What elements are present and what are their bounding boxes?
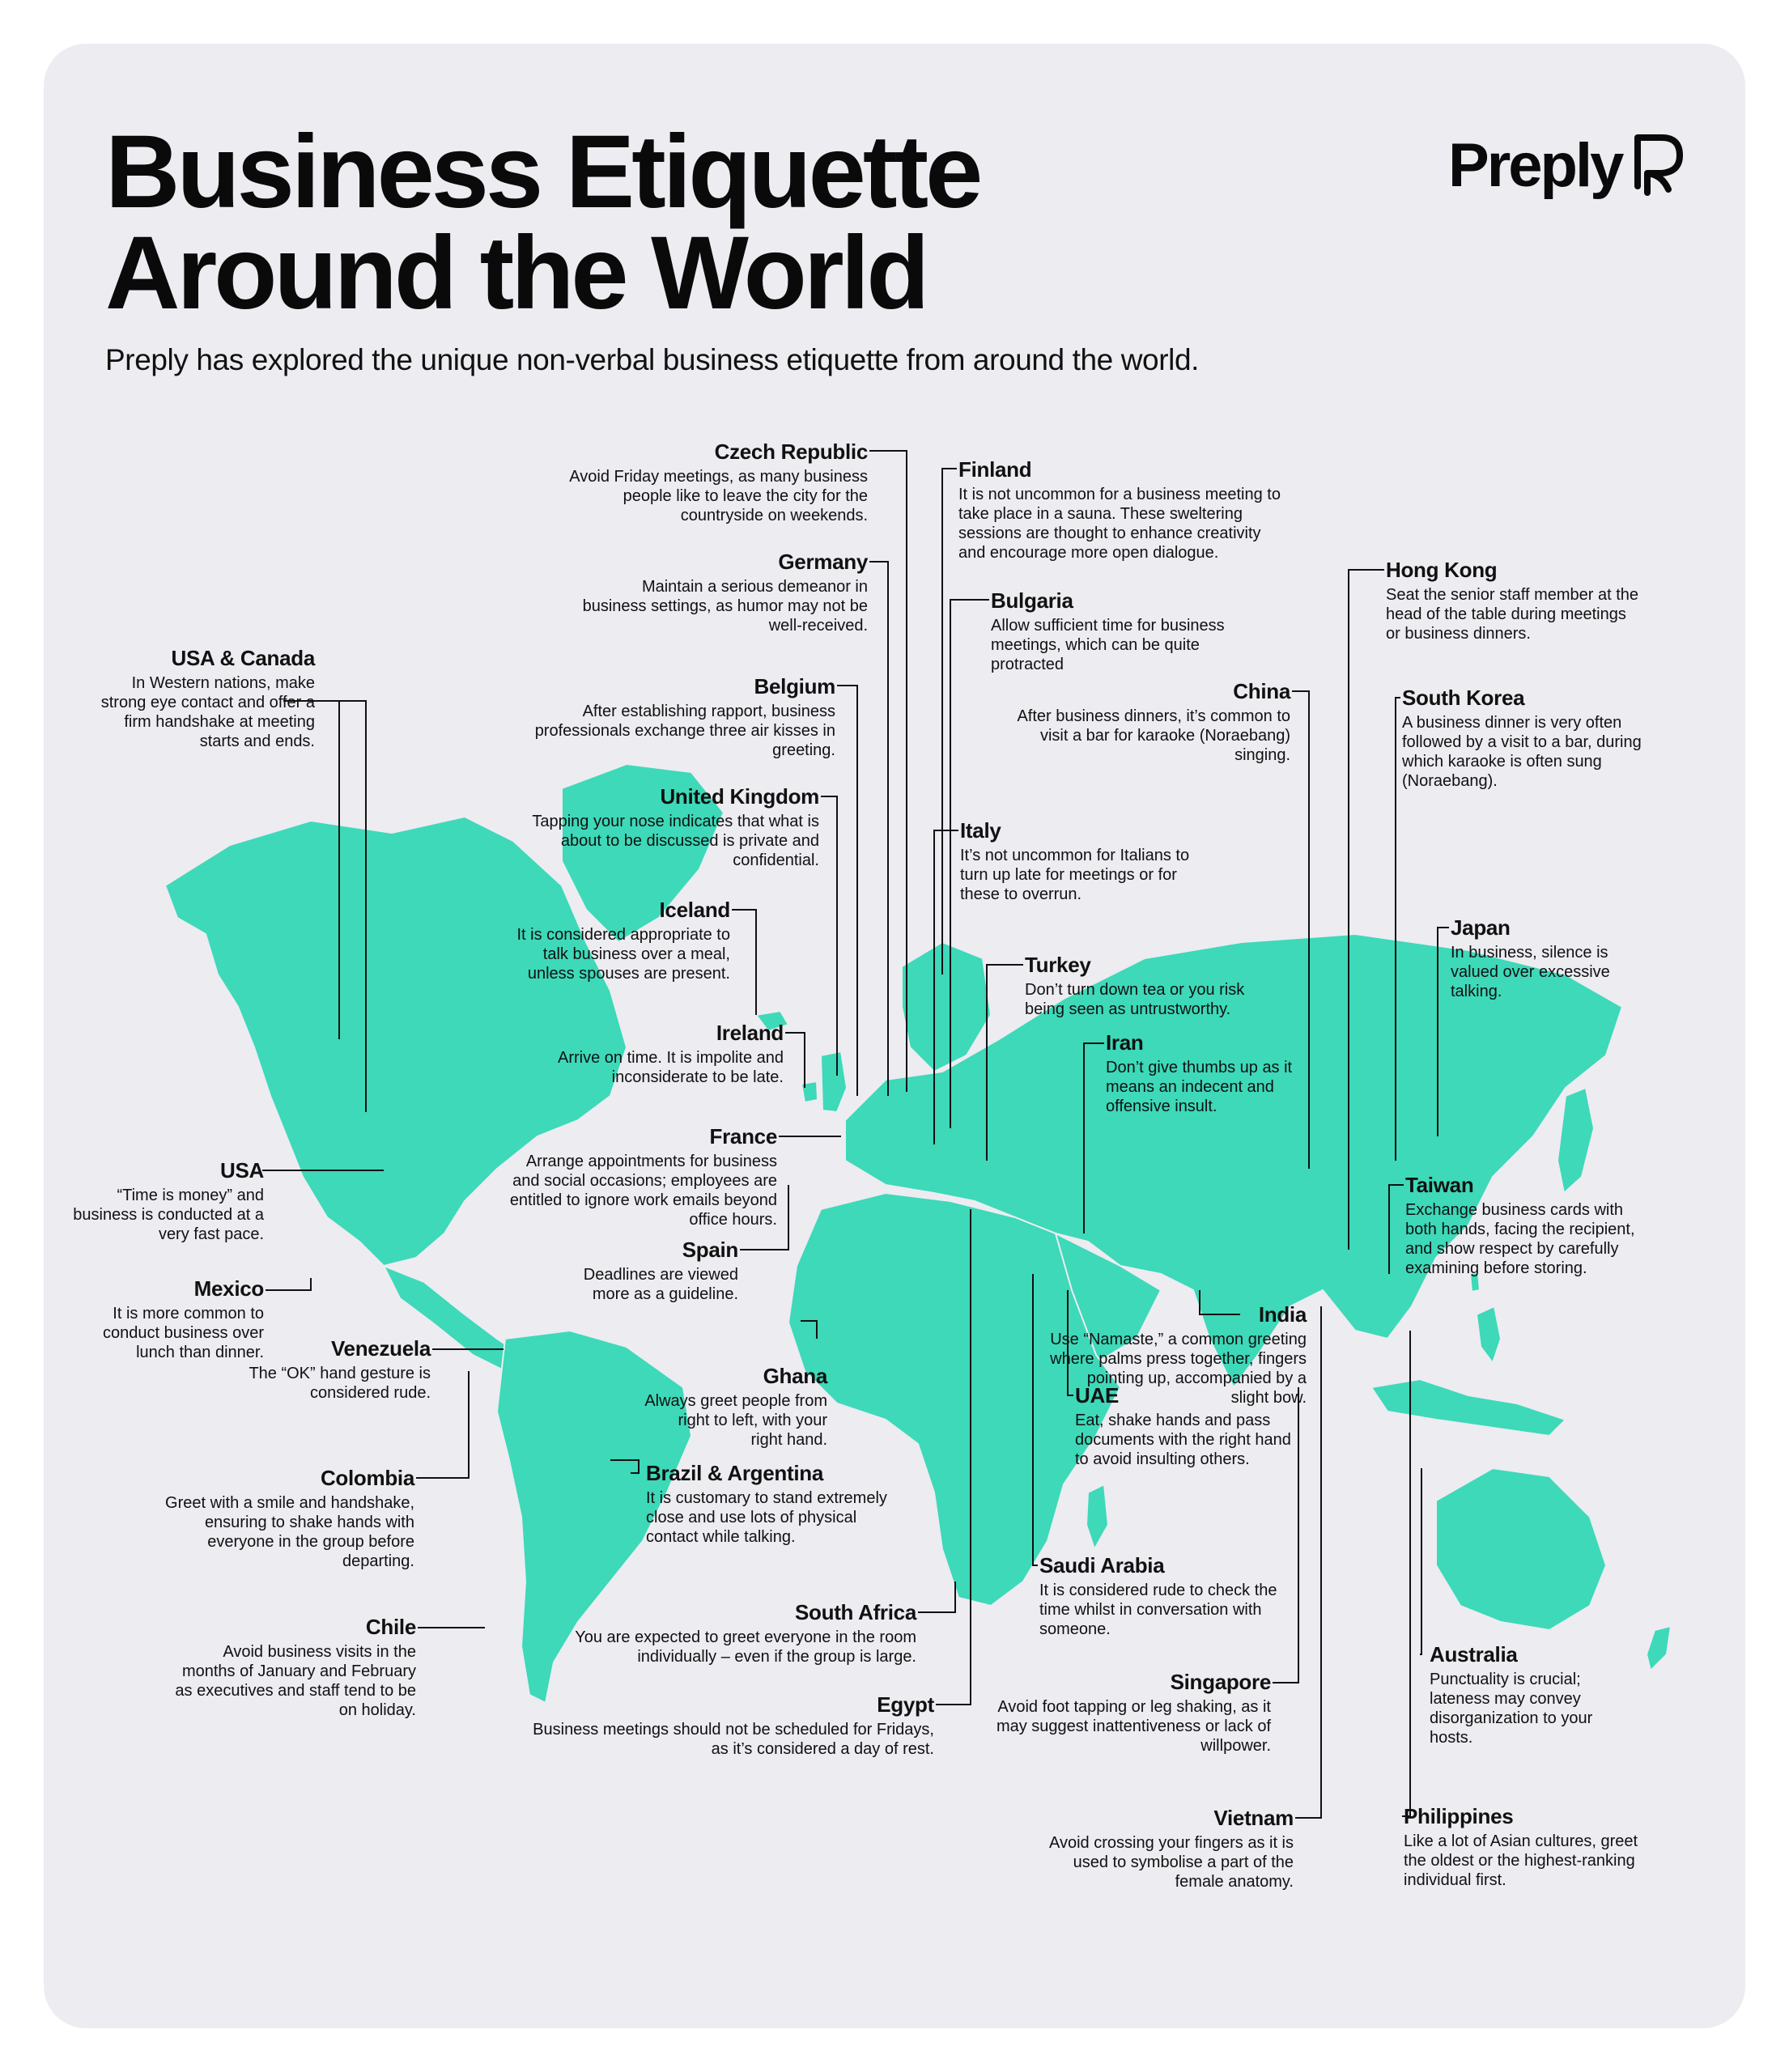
country-tip: Eat, shake hands and pass documents with the right hand to avoid insulting others. bbox=[1075, 1411, 1291, 1468]
leader-mexico bbox=[266, 1278, 311, 1290]
country-tip: You are expected to greet everyone in the room individually – even if the group is large. bbox=[575, 1628, 916, 1666]
leader-belgium bbox=[837, 686, 857, 1096]
country-tip: “Time is money” and business is conducted at a very fast pace. bbox=[73, 1186, 264, 1243]
annotation-spain bbox=[546, 1238, 738, 1304]
country-name: Mexico bbox=[193, 1276, 264, 1301]
country-name: Belgium bbox=[754, 674, 835, 698]
annotation-usa-canada bbox=[92, 647, 315, 751]
country-tip: Like a lot of Asian cultures, greet the oldest or the highest-ranking individual first. bbox=[1404, 1832, 1638, 1889]
country-name: United Kingdom bbox=[660, 784, 819, 809]
country-name: China bbox=[1233, 679, 1290, 703]
country-tip: Business meetings should not be scheduled for Fridays, as it’s considered a day of rest. bbox=[533, 1720, 934, 1758]
country-name: Turkey bbox=[1025, 953, 1091, 977]
annotation-germany bbox=[578, 550, 868, 635]
uk-shape bbox=[821, 1051, 847, 1112]
country-tip: It is considered rude to check the time whilst in conversation with someone. bbox=[1039, 1581, 1277, 1638]
country-name: USA & Canada bbox=[171, 646, 315, 670]
country-tip: After establishing rapport, business professionals exchange three air kisses in greeting. bbox=[534, 702, 835, 759]
logo-wordmark: Preply bbox=[1448, 130, 1622, 200]
country-name: Brazil & Argentina bbox=[646, 1461, 824, 1485]
annotation-chile bbox=[173, 1616, 416, 1720]
country-name: Taiwan bbox=[1405, 1173, 1474, 1197]
annotation-japan bbox=[1451, 916, 1613, 1001]
leader-germany bbox=[869, 562, 888, 1096]
country-tip: It is customary to stand extremely close and use lots of physical contact while talking. bbox=[646, 1488, 887, 1546]
indonesia-shape bbox=[1371, 1379, 1566, 1436]
annotation-belgium bbox=[529, 675, 835, 760]
country-tip: Punctuality is crucial; lateness may convey disorganization to your hosts. bbox=[1430, 1670, 1593, 1747]
country-name: Colombia bbox=[320, 1466, 414, 1490]
annotation-usa bbox=[60, 1159, 264, 1244]
country-name: Iran bbox=[1106, 1030, 1144, 1055]
country-name: Chile bbox=[365, 1615, 416, 1639]
annotation-hong-kong bbox=[1386, 558, 1645, 643]
annotation-ireland bbox=[538, 1021, 784, 1087]
country-name: Philippines bbox=[1404, 1804, 1514, 1828]
new-zealand-shape bbox=[1647, 1626, 1671, 1671]
country-name: Saudi Arabia bbox=[1039, 1553, 1165, 1577]
country-name: Spain bbox=[682, 1238, 738, 1262]
annotation-egypt bbox=[529, 1693, 934, 1759]
leader-ireland bbox=[785, 1033, 805, 1088]
country-tip: Greet with a smile and handshake, ensuring to shake hands with everyone in the group before departing. bbox=[165, 1493, 414, 1570]
country-name: Bulgaria bbox=[991, 588, 1073, 613]
country-tip: Avoid Friday meetings, as many business people like to leave the city for the countryside on weekends. bbox=[569, 467, 868, 524]
annotation-australia bbox=[1430, 1643, 1624, 1747]
annotation-italy bbox=[960, 819, 1203, 904]
madagascar-shape bbox=[1086, 1484, 1108, 1549]
leader-south-africa bbox=[918, 1582, 955, 1612]
annotation-brazil-argentina bbox=[646, 1462, 889, 1547]
country-tip: The “OK” hand gesture is considered rude. bbox=[249, 1364, 431, 1402]
annotation-saudi-arabia bbox=[1039, 1554, 1282, 1639]
country-tip: Deadlines are viewed more as a guideline. bbox=[583, 1265, 738, 1303]
annotation-czech-republic bbox=[562, 440, 868, 525]
annotation-turkey bbox=[1025, 953, 1268, 1019]
title-line-2: Around the World bbox=[105, 215, 927, 332]
country-tip: Avoid business visits in the months of January and February as executives and staff tend to be on holiday. bbox=[175, 1642, 416, 1719]
country-name: UAE bbox=[1075, 1383, 1119, 1408]
country-name: Hong Kong bbox=[1386, 558, 1498, 582]
leader-uk bbox=[821, 796, 837, 1076]
annotation-china bbox=[1015, 680, 1290, 765]
annotation-vietnam bbox=[1031, 1807, 1294, 1892]
annotation-uae bbox=[1075, 1384, 1302, 1469]
country-name: Finland bbox=[958, 457, 1032, 482]
country-name: South Korea bbox=[1402, 686, 1525, 710]
country-tip: Allow sufficient time for business meetings, which can be quite protracted bbox=[991, 616, 1225, 673]
annotation-south-korea bbox=[1402, 686, 1645, 791]
country-tip: Exchange business cards with both hands, facing the recipient, and show respect by carefully examining before storing. bbox=[1405, 1200, 1635, 1277]
country-name: South Africa bbox=[794, 1600, 916, 1624]
annotation-bulgaria bbox=[991, 589, 1234, 674]
annotation-iceland bbox=[505, 898, 730, 983]
country-tip: Don’t turn down tea or you risk being seen as untrustworthy. bbox=[1025, 980, 1245, 1018]
country-tip: Always greet people from right to left, with your right hand. bbox=[644, 1391, 827, 1449]
title-line-1: Business Etiquette bbox=[105, 114, 980, 230]
country-tip: Avoid foot tapping or leg shaking, as it may suggest inattentiveness or lack of willpower. bbox=[996, 1697, 1271, 1755]
country-tip: Maintain a serious demeanor in business settings, as humor may not be well-received. bbox=[582, 577, 868, 635]
country-name: Germany bbox=[778, 550, 868, 574]
country-name: Australia bbox=[1430, 1642, 1518, 1667]
country-name: Japan bbox=[1451, 915, 1511, 940]
country-name: Czech Republic bbox=[714, 439, 868, 464]
country-tip: Seat the senior staff member at the head of the table during meetings or business dinners. bbox=[1386, 585, 1639, 643]
country-name: Ghana bbox=[763, 1364, 827, 1388]
leader-iceland bbox=[732, 910, 756, 1015]
annotation-ghana bbox=[643, 1365, 827, 1450]
country-name: India bbox=[1258, 1302, 1307, 1327]
country-name: Venezuela bbox=[330, 1336, 431, 1361]
country-name: Italy bbox=[960, 818, 1001, 843]
country-tip: In business, silence is valued over excessive talking. bbox=[1451, 943, 1610, 1000]
annotation-france bbox=[497, 1125, 777, 1229]
country-name: Vietnam bbox=[1213, 1806, 1294, 1830]
country-name: France bbox=[709, 1124, 777, 1149]
country-name: Ireland bbox=[716, 1021, 784, 1045]
country-tip: It’s not uncommon for Italians to turn up late for meetings or for these to overrun. bbox=[960, 846, 1190, 903]
annotation-taiwan bbox=[1405, 1174, 1645, 1278]
country-tip: Don’t give thumbs up as it means an indecent and offensive insult. bbox=[1106, 1058, 1293, 1115]
country-tip: It is considered appropriate to talk business over a meal, unless spouses are present. bbox=[516, 925, 730, 983]
country-tip: It is more common to conduct business over lunch than dinner. bbox=[102, 1304, 264, 1361]
country-tip: Avoid crossing your fingers as it is used to symbolise a part of the female anatomy. bbox=[1049, 1833, 1294, 1891]
annotation-philippines bbox=[1404, 1805, 1638, 1890]
country-name: USA bbox=[220, 1158, 264, 1182]
country-tip: Arrive on time. It is impolite and inconsiderate to be late. bbox=[558, 1048, 784, 1086]
annotation-colombia bbox=[157, 1467, 414, 1571]
country-name: Iceland bbox=[659, 898, 730, 922]
country-name: Singapore bbox=[1170, 1670, 1271, 1694]
australia-shape bbox=[1436, 1468, 1606, 1630]
country-tip: In Western nations, make strong eye contact and offer a firm handshake at meeting starts and ends. bbox=[100, 673, 315, 750]
annotation-singapore bbox=[979, 1671, 1271, 1756]
leader-australia bbox=[1420, 1468, 1421, 1654]
annotation-finland bbox=[958, 458, 1282, 563]
annotation-iran bbox=[1106, 1031, 1307, 1116]
page-subtitle: Preply has explored the unique non-verbal business etiquette from around the world. bbox=[105, 343, 1200, 376]
country-tip: Tapping your nose indicates that what is about to be discussed is private and confidential. bbox=[532, 812, 819, 869]
country-tip: Use “Namaste,” a common greeting where palms press together, fingers pointing up, accompanied by a slight bow. bbox=[1050, 1330, 1307, 1407]
country-tip: After business dinners, it’s common to visit a bar for karaoke (Noraebang) singing. bbox=[1017, 707, 1290, 764]
country-tip: A business dinner is very often followed by a visit to a bar, during which karaoke is often sung (Noraebang). bbox=[1402, 713, 1642, 790]
infographic-card bbox=[44, 44, 1745, 2028]
annotation-united-kingdom bbox=[513, 785, 819, 870]
country-tip: It is not uncommon for a business meeting to take place in a sauna. These sweltering sessions are thought to enhance creativity and encourage more open dialogue. bbox=[958, 485, 1281, 562]
country-tip: Arrange appointments for business and social occasions; employees are entitled to ignore work emails beyond office hours. bbox=[509, 1152, 777, 1229]
philippines-shape bbox=[1477, 1306, 1501, 1363]
country-name: Egypt bbox=[877, 1692, 934, 1717]
annotation-venezuela bbox=[230, 1337, 431, 1403]
annotation-south-africa bbox=[529, 1601, 916, 1667]
